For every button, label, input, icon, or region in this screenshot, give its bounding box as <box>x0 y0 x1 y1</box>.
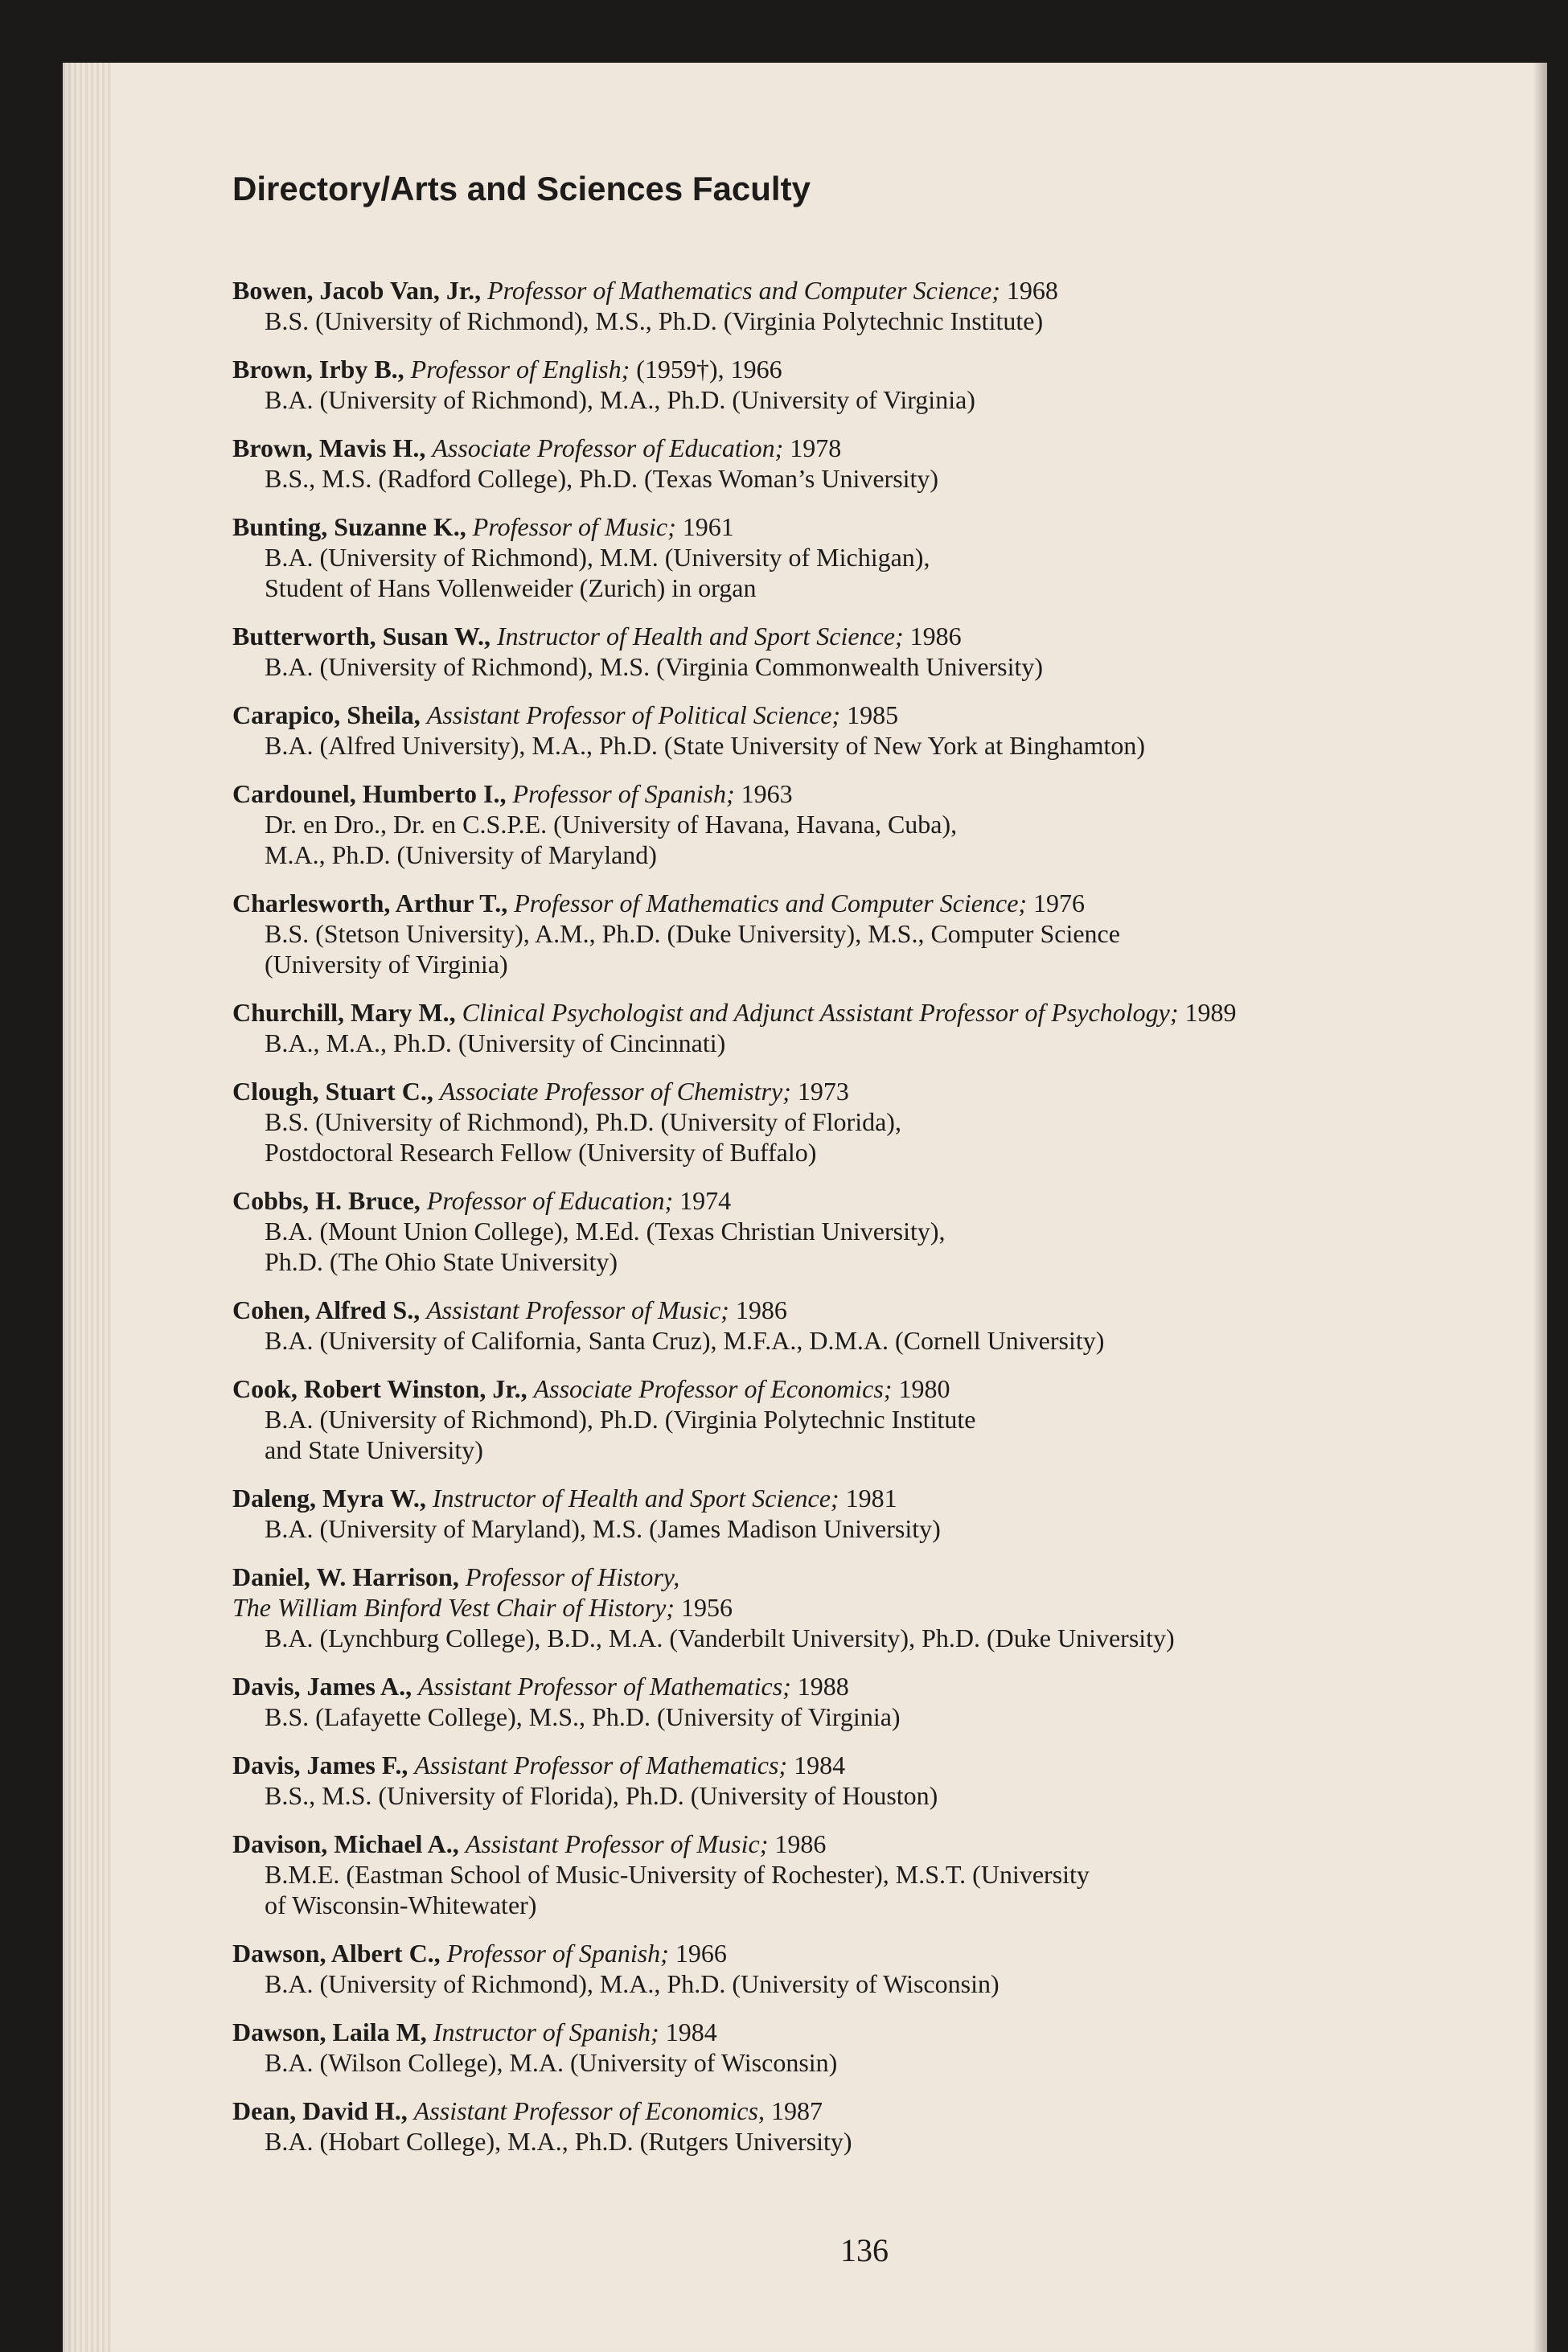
faculty-degrees: Ph.D. (The Ohio State University) <box>265 1247 618 1276</box>
faculty-year: 1973 <box>797 1077 849 1106</box>
faculty-title: Professor of Spanish; <box>512 779 735 808</box>
entry-heading <box>232 700 1487 730</box>
faculty-name: Cobbs, H. Bruce, <box>232 1186 421 1215</box>
entry-heading <box>232 778 1487 809</box>
faculty-name: Bunting, Suzanne K., <box>232 512 466 541</box>
entry-heading <box>232 1076 1487 1106</box>
faculty-degrees: B.A. (Mount Union College), M.Ed. (Texas Christian University), <box>265 1217 946 1246</box>
faculty-entry <box>232 1373 1487 1465</box>
faculty-title: Instructor of Spanish; <box>433 2017 659 2046</box>
faculty-degrees: Student of Hans Vollenweider (Zurich) in organ <box>265 573 757 602</box>
faculty-title: Professor of Mathematics and Computer Science; <box>487 276 1000 305</box>
entry-heading <box>232 621 1487 651</box>
faculty-degrees: of Wisconsin-Whitewater) <box>265 1890 537 1919</box>
faculty-entry <box>232 888 1487 979</box>
faculty-chair-title: The William Binford Vest Chair of History; <box>232 1593 675 1622</box>
faculty-title: Assistant Professor of Mathematics; <box>418 1672 791 1701</box>
faculty-entry <box>232 1938 1487 1999</box>
faculty-name: Davis, James A., <box>232 1672 413 1701</box>
page-edges <box>63 63 111 2352</box>
entry-heading <box>232 1373 1487 1404</box>
faculty-degrees: B.S., M.S. (University of Florida), Ph.D. (University of Houston) <box>265 1781 938 1810</box>
entry-heading <box>232 1671 1487 1701</box>
faculty-entry <box>232 997 1487 1058</box>
faculty-title: Professor of Mathematics and Computer Science; <box>514 889 1028 917</box>
faculty-year: 1961 <box>682 512 734 541</box>
faculty-list <box>232 275 1487 2174</box>
faculty-name: Clough, Stuart C., <box>232 1077 433 1106</box>
faculty-entry <box>232 1295 1487 1356</box>
faculty-degrees: B.A. (University of Richmond), M.A., Ph.D. (University of Virginia) <box>265 385 975 414</box>
faculty-degrees: B.A. (University of Richmond), M.M. (University of Michigan), <box>265 543 930 572</box>
faculty-degrees: B.A. (University of Richmond), M.A., Ph.D. (University of Wisconsin) <box>265 1969 999 1998</box>
faculty-year: 1987 <box>770 2096 823 2125</box>
gutter-shadow <box>1533 63 1547 2352</box>
entry-heading <box>232 1483 1487 1513</box>
entry-heading <box>232 997 1487 1028</box>
faculty-name: Charlesworth, Arthur T., <box>232 889 508 917</box>
faculty-degrees: B.A. (Hobart College), M.A., Ph.D. (Rutgers University) <box>265 2127 852 2156</box>
faculty-name: Churchill, Mary M., <box>232 998 456 1027</box>
faculty-name: Dean, David H., <box>232 2096 408 2125</box>
faculty-title: Associate Professor of Economics; <box>533 1374 893 1403</box>
faculty-entry <box>232 2017 1487 2078</box>
faculty-name: Brown, Irby B., <box>232 355 404 384</box>
faculty-entry <box>232 700 1487 761</box>
faculty-entry <box>232 1671 1487 1732</box>
faculty-entry <box>232 275 1487 336</box>
faculty-degrees: B.S. (Lafayette College), M.S., Ph.D. (University of Virginia) <box>265 1702 901 1731</box>
faculty-name: Davis, James F., <box>232 1751 408 1779</box>
faculty-entry <box>232 511 1487 603</box>
faculty-entry <box>232 1750 1487 1811</box>
faculty-name: Butterworth, Susan W., <box>232 622 491 651</box>
faculty-title: Professor of Spanish; <box>446 1939 669 1968</box>
faculty-entry <box>232 1483 1487 1544</box>
faculty-year: 1981 <box>845 1484 897 1513</box>
faculty-year: 1980 <box>898 1374 950 1403</box>
faculty-degrees: Dr. en Dro., Dr. en C.S.P.E. (University of Havana, Havana, Cuba), <box>265 810 958 839</box>
faculty-entry <box>232 1076 1487 1168</box>
faculty-title: Assistant Professor of Music; <box>426 1295 729 1324</box>
page-number: 136 <box>840 2232 889 2268</box>
faculty-entry <box>232 354 1487 415</box>
faculty-name: Cardounel, Humberto I., <box>232 779 507 808</box>
entry-heading-continued <box>232 1592 1487 1623</box>
faculty-name: Daniel, W. Harrison, <box>232 1562 459 1591</box>
faculty-degrees: B.A. (Wilson College), M.A. (University of Wisconsin) <box>265 2048 838 2077</box>
entry-heading <box>232 275 1487 306</box>
entry-heading <box>232 1562 1487 1592</box>
faculty-degrees: B.A. (University of Richmond), M.S. (Virginia Commonwealth University) <box>265 652 1044 681</box>
faculty-year: 1986 <box>909 622 962 651</box>
faculty-entry <box>232 778 1487 870</box>
faculty-title: Assistant Professor of Political Science; <box>426 700 841 729</box>
faculty-entry <box>232 1185 1487 1277</box>
faculty-degrees: B.M.E. (Eastman School of Music-University of Rochester), M.S.T. (University <box>265 1860 1090 1889</box>
faculty-year: 1968 <box>1006 276 1058 305</box>
faculty-entry <box>232 621 1487 682</box>
faculty-degrees: B.A. (Alfred University), M.A., Ph.D. (State University of New York at Binghamton) <box>265 731 1145 760</box>
section-header <box>232 170 811 208</box>
entry-heading <box>232 1295 1487 1325</box>
faculty-name: Cohen, Alfred S., <box>232 1295 421 1324</box>
faculty-entry <box>232 1829 1487 1920</box>
entry-heading <box>232 1938 1487 1968</box>
faculty-degrees: B.A., M.A., Ph.D. (University of Cincinnati) <box>265 1028 726 1057</box>
faculty-entry <box>232 433 1487 494</box>
entry-heading <box>232 2017 1487 2047</box>
faculty-title: Assistant Professor of Mathematics; <box>414 1751 788 1779</box>
entry-heading <box>232 1750 1487 1780</box>
faculty-title: Instructor of Health and Sport Science; <box>496 622 904 651</box>
faculty-year: 1984 <box>794 1751 846 1779</box>
faculty-degrees: B.S., M.S. (Radford College), Ph.D. (Texas Woman’s University) <box>265 464 939 493</box>
faculty-title: Associate Professor of Education; <box>432 433 784 462</box>
faculty-degrees: B.S. (University of Richmond), M.S., Ph.D. (Virginia Polytechnic Institute) <box>265 306 1044 335</box>
entry-heading <box>232 511 1487 542</box>
faculty-title: Professor of Music; <box>472 512 676 541</box>
faculty-name: Dawson, Laila M, <box>232 2017 427 2046</box>
entry-heading <box>232 354 1487 384</box>
faculty-title: Professor of History, <box>465 1562 680 1591</box>
faculty-degrees: B.A. (University of California, Santa Cruz), M.F.A., D.M.A. (Cornell University) <box>265 1326 1105 1355</box>
faculty-degrees: B.S. (University of Richmond), Ph.D. (University of Florida), <box>265 1107 901 1136</box>
faculty-year: 1976 <box>1033 889 1086 917</box>
faculty-year: 1963 <box>741 779 793 808</box>
entry-heading <box>232 1185 1487 1216</box>
faculty-degrees: M.A., Ph.D. (University of Maryland) <box>265 840 657 869</box>
faculty-year: 1985 <box>847 700 899 729</box>
faculty-title: Assistant Professor of Economics, <box>413 2096 765 2125</box>
faculty-degrees: B.A. (University of Maryland), M.S. (James Madison University) <box>265 1514 941 1543</box>
faculty-year: 1984 <box>665 2017 717 2046</box>
faculty-year: 1986 <box>735 1295 787 1324</box>
faculty-title: Instructor of Health and Sport Science; <box>432 1484 839 1513</box>
faculty-year: 1988 <box>797 1672 849 1701</box>
faculty-year: 1989 <box>1184 998 1237 1027</box>
faculty-year: 1966 <box>675 1939 727 1968</box>
faculty-name: Bowen, Jacob Van, Jr., <box>232 276 482 305</box>
entry-heading <box>232 2095 1487 2126</box>
faculty-degrees: B.S. (Stetson University), A.M., Ph.D. (Duke University), M.S., Computer Science <box>265 919 1120 948</box>
header-section: Arts and Sciences Faculty <box>390 170 811 207</box>
entry-heading <box>232 433 1487 463</box>
faculty-year: 1974 <box>679 1186 732 1215</box>
faculty-title: Clinical Psychologist and Adjunct Assistant Professor of Psychology; <box>462 998 1179 1027</box>
faculty-title: Assistant Professor of Music; <box>465 1829 769 1858</box>
faculty-degrees: Postdoctoral Research Fellow (University of Buffalo) <box>265 1138 817 1167</box>
faculty-name: Dawson, Albert C., <box>232 1939 441 1968</box>
faculty-year: (1959†), 1966 <box>636 355 782 384</box>
faculty-year: 1978 <box>790 433 842 462</box>
faculty-name: Brown, Mavis H., <box>232 433 426 462</box>
faculty-entry <box>232 1562 1487 1653</box>
faculty-title: Associate Professor of Chemistry; <box>439 1077 791 1106</box>
header-directory: Directory/ <box>232 170 391 207</box>
faculty-year: 1956 <box>680 1593 733 1622</box>
faculty-title: Professor of Education; <box>426 1186 674 1215</box>
faculty-name: Carapico, Sheila, <box>232 700 421 729</box>
faculty-degrees: (University of Virginia) <box>265 950 508 979</box>
faculty-year: 1986 <box>774 1829 827 1858</box>
faculty-title: Professor of English; <box>410 355 630 384</box>
faculty-name: Daleng, Myra W., <box>232 1484 426 1513</box>
faculty-degrees: B.A. (University of Richmond), Ph.D. (Virginia Polytechnic Institute <box>265 1405 976 1434</box>
faculty-entry <box>232 2095 1487 2157</box>
entry-heading <box>232 888 1487 918</box>
entry-heading <box>232 1829 1487 1859</box>
faculty-degrees: and State University) <box>265 1435 483 1464</box>
faculty-degrees: B.A. (Lynchburg College), B.D., M.A. (Vanderbilt University), Ph.D. (Duke University) <box>265 1623 1175 1652</box>
faculty-name: Cook, Robert Winston, Jr., <box>232 1374 527 1403</box>
faculty-name: Davison, Michael A., <box>232 1829 459 1858</box>
